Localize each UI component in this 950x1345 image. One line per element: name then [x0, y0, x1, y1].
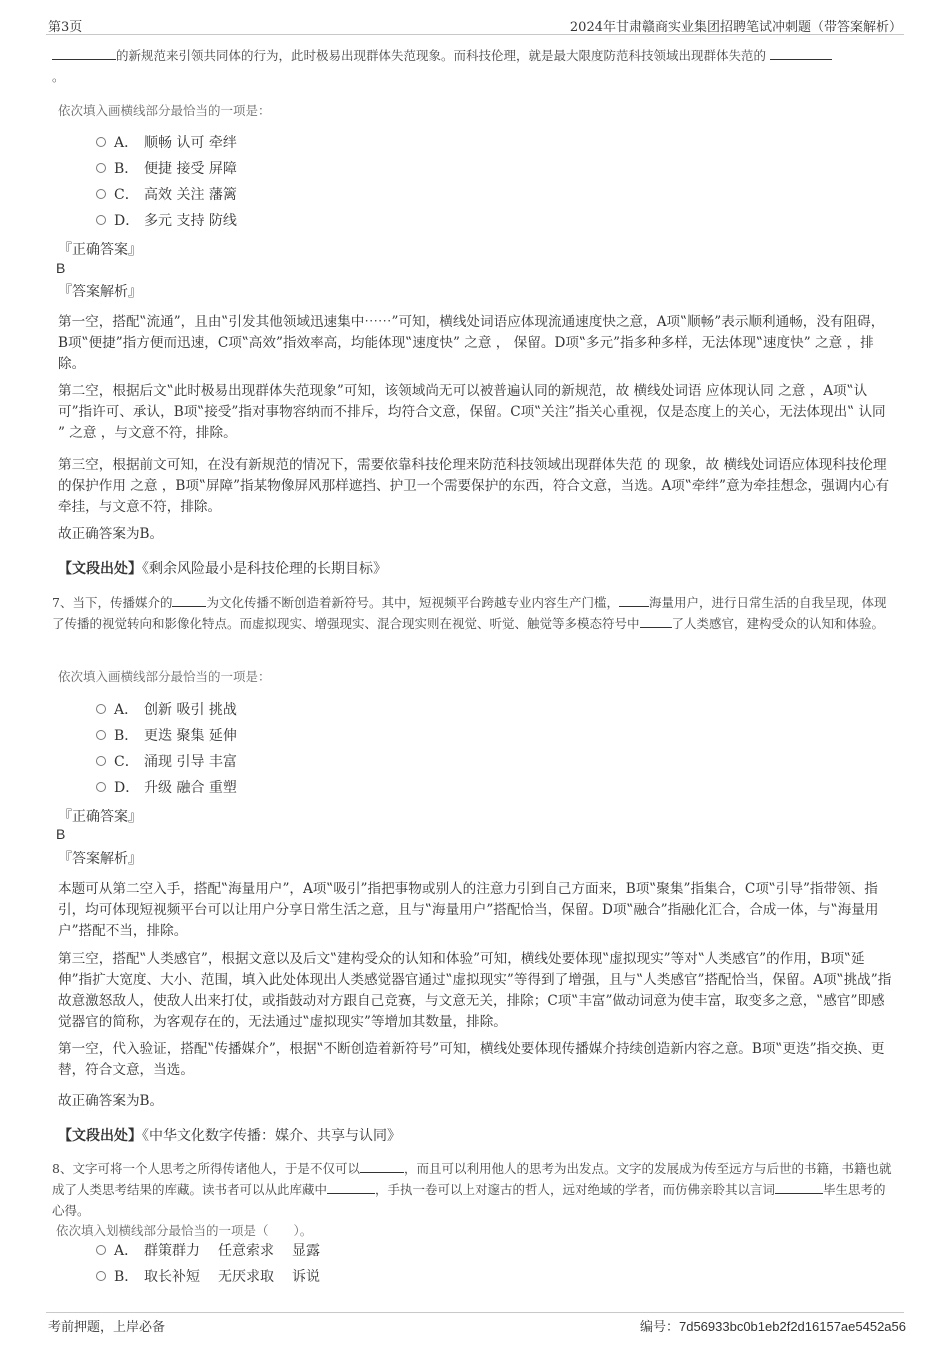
- q6-option-b[interactable]: B． 便捷 接受 屏障: [96, 158, 237, 180]
- radio-icon[interactable]: [96, 1245, 106, 1255]
- q7-answer-label: 『正确答案』: [58, 809, 142, 825]
- radio-icon[interactable]: [96, 756, 106, 766]
- blank: [619, 594, 649, 607]
- page-number: 第3页: [48, 20, 83, 35]
- q6-source: 【文段出处】《剩余风险最小是科技伦理的长期目标》: [58, 561, 387, 577]
- q8-option-a[interactable]: A． 群策群力 任意索求 显露: [96, 1240, 338, 1262]
- blank: [775, 1181, 823, 1194]
- q7-source: 【文段出处】《中华文化数字传播：媒介、共享与认同》: [58, 1128, 401, 1144]
- q7-analysis-2: 第三空，搭配‟人类感官”，根据文意以及后文‟建构受众的认知和体验”可知，横线处要体现‟虚拟现实”等对‟人类感官”的作用，B项‟延伸”指扩大宽度、大小、范围，填入此处体现出人类感觉器官通过‟虚拟现实”等得到了增强，且与‟人类感官”搭配恰当，保留。A项‟挑战”指故意激怒敌人，使敌人出来打仗，或指鼓动对方跟自己竞赛，与文意无关，排除；C项‟丰富”做动词意为使丰富，取变多之意，‟感官”即感觉器官的简称，为客观存在的，无法通过‟虚拟现实”等增加其数量，排除。: [58, 951, 892, 1030]
- q6-stem-text: 的新规范来引领共同体的行为，此时极易出现群体失范现象。而科技伦理，就是最大限度防范科技领域出现群体失范的: [116, 48, 767, 63]
- q8-instruction: 依次填入划横线部分最恰当的一项是（ ）。: [56, 1223, 313, 1238]
- q7-option-c[interactable]: C． 涌现 引导 丰富: [96, 751, 237, 773]
- radio-icon[interactable]: [96, 782, 106, 792]
- blank: [360, 1160, 404, 1173]
- q7-analysis-1: 本题可从第二空入手，搭配‟海量用户”，A项‟吸引”指把事物或别人的注意力引到自己方面来，B项‟聚集”指集合，C项‟引导”指带领、指引，均可体现短视频平台可以让用户分享日常生活之意，且与‟海量用户”搭配恰当，保留。D项‟融合”指融化汇合，合成一体，与‟海量用户”搭配不当，排除。: [58, 881, 879, 939]
- q6-stem: [52, 45, 902, 87]
- q7-option-b[interactable]: B． 更迭 聚集 延伸: [96, 725, 237, 747]
- blank: [52, 47, 116, 60]
- radio-icon[interactable]: [96, 189, 106, 199]
- q6-instruction: 依次填入画横线部分最恰当的一项是：: [58, 103, 271, 118]
- q7-option-d[interactable]: D． 升级 融合 重塑: [96, 777, 237, 799]
- q6-conclusion: 故正确答案为B。: [58, 526, 164, 542]
- q6-stem-end: 。: [52, 69, 65, 84]
- q8-option-b[interactable]: B． 取长补短 无厌求取 诉说: [96, 1266, 338, 1288]
- radio-icon[interactable]: [96, 1271, 106, 1281]
- blank: [172, 594, 206, 607]
- blank: [327, 1181, 375, 1194]
- q7-analysis-label: 『答案解析』: [58, 851, 142, 867]
- q6-answer-label: 『正确答案』: [58, 242, 142, 258]
- q7-stem: 7、当下，传播媒介的 为文化传播不断创造着新符号。其中，短视频平台跨越专业内容生产门槛， 海量用户，进行日常生活的自我呈现，体现了传播的视觉转向和影像化特点。而虚拟现实、增强现实、混合现实则在视觉、听觉、触觉等多模态符号中 了人类感官，建构受众的认知和体验。: [52, 595, 887, 631]
- header-divider: [46, 34, 904, 35]
- blank: [640, 615, 672, 628]
- radio-icon[interactable]: [96, 163, 106, 173]
- q6-option-c[interactable]: C． 高效 关注 藩篱: [96, 184, 237, 206]
- q7-conclusion: 故正确答案为B。: [58, 1093, 164, 1109]
- radio-icon[interactable]: [96, 704, 106, 714]
- q6-analysis-label: 『答案解析』: [58, 284, 142, 300]
- q7-option-a[interactable]: A． 创新 吸引 挑战: [96, 699, 237, 721]
- footer-divider: [46, 1312, 904, 1313]
- footer-slogan: 考前押题，上岸必备: [48, 1320, 166, 1335]
- q6-option-a[interactable]: A． 顺畅 认可 牵绊: [96, 132, 237, 154]
- q6-analysis-3: 第三空，根据前文可知，在没有新规范的情况下，需要依靠科技伦理来防范科技领域出现群体失范 的 现象，故 横线处词语应体现科技伦理的保护作用 之意 ，B项‟屏障”指某物像屏风那样遮挡、护卫一个需要保护的东西，符合文意，当选。A项‟牵绊”意为牵挂想念，强调内心有牵挂，与文意不符，排除。: [58, 457, 890, 515]
- q8-stem: 8、文字可将一个人思考之所得传诸他人，于是不仅可以 ，而且可以利用他人的思考为出发点。文字的发展成为传至远方与后世的书籍，书籍也就成了人类思考结果的库藏。读书者可以从此库藏中 ，手执一卷可以上对邃古的哲人，远对绝域的学者，而仿佛亲聆其以言词 毕生思考的心得。: [52, 1161, 892, 1218]
- footer-serial: 编号：7d56933bc0b1eb2f2d16157ae5452a56: [639, 1319, 906, 1335]
- radio-icon[interactable]: [96, 215, 106, 225]
- q7-analysis-3: 第一空，代入验证，搭配‟传播媒介”，根据‟不断创造着新符号”可知，横线处要体现传播媒介持续创造新内容之意。B项‟更迭”指交换、更替，符合文意，当选。: [58, 1041, 885, 1078]
- q6-option-d[interactable]: D． 多元 支持 防线: [96, 210, 237, 232]
- q6-analysis-2: 第二空，根据后文‟此时极易出现群体失范现象”可知，该领域尚无可以被普遍认同的新规范，故 横线处词语 应体现认同 之意 ，A项‟认可”指许可、承认，B项‟接受”指对事物容纳而不排斥，均符合文意，保留。C项‟关注”指关心重视，仅是态度上的关心，无法体现出‟ 认同 ” 之意 ，与文意不符，排除。: [58, 383, 886, 441]
- blank: [770, 47, 832, 60]
- q6-analysis-1: 第一空，搭配‟流通”，且由‟引发其他领域迅速集中⋯⋯”可知，横线处词语应体现流通速度快之意，A项‟顺畅”表示顺利通畅，没有阻碍，B项‟便捷”指方便而迅速，C项‟高效”指效率高，均能体现‟速度快” 之意 ， 保留。D项‟多元”指多种多样，无法体现‟速度快” 之意 ，排除。: [58, 314, 885, 372]
- document-title: 2024年甘肃赣商实业集团招聘笔试冲刺题（带答案解析）: [569, 20, 902, 35]
- q7-answer: B: [56, 826, 66, 842]
- radio-icon[interactable]: [96, 730, 106, 740]
- q6-answer: B: [56, 260, 66, 276]
- q7-instruction: 依次填入画横线部分最恰当的一项是：: [58, 669, 271, 684]
- radio-icon[interactable]: [96, 137, 106, 147]
